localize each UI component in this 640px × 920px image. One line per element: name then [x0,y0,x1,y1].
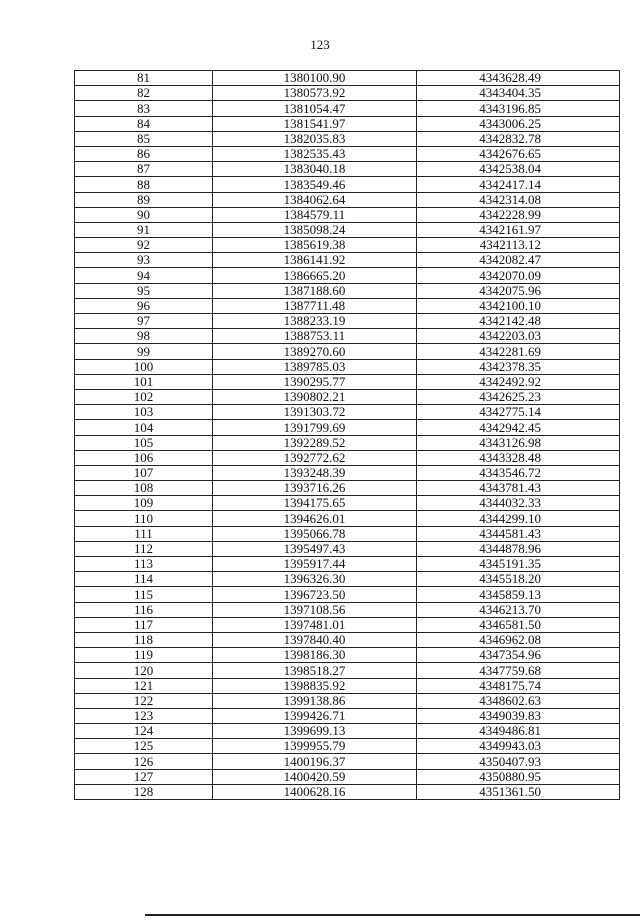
point-number-cell: 116 [75,602,213,617]
point-number-cell: 96 [75,298,213,313]
y-coordinate-cell: 4343126.98 [417,435,620,450]
x-coordinate-cell: 1384579.11 [213,207,417,222]
table-row [75,359,620,374]
x-coordinate-cell: 1381054.47 [213,101,417,116]
y-coordinate-cell: 4346213.70 [417,602,620,617]
table-row [75,632,620,647]
table-row [75,784,620,799]
y-coordinate-cell: 4348602.63 [417,693,620,708]
x-coordinate-cell: 1394626.01 [213,511,417,526]
page-bottom-rule [145,914,640,916]
x-coordinate-cell: 1385619.38 [213,238,417,253]
point-number-cell: 106 [75,450,213,465]
point-number-cell: 110 [75,511,213,526]
x-coordinate-cell: 1399699.13 [213,724,417,739]
table-row [75,298,620,313]
y-coordinate-cell: 4342625.23 [417,389,620,404]
y-coordinate-cell: 4342492.92 [417,374,620,389]
table-row [75,268,620,283]
x-coordinate-cell: 1392289.52 [213,435,417,450]
y-coordinate-cell: 4342228.99 [417,207,620,222]
x-coordinate-cell: 1391799.69 [213,420,417,435]
x-coordinate-cell: 1390802.21 [213,389,417,404]
point-number-cell: 122 [75,693,213,708]
point-number-cell: 107 [75,465,213,480]
table-row [75,465,620,480]
x-coordinate-cell: 1380100.90 [213,71,417,86]
y-coordinate-cell: 4343628.49 [417,71,620,86]
y-coordinate-cell: 4350880.95 [417,769,620,784]
point-number-cell: 88 [75,177,213,192]
point-number-cell: 90 [75,207,213,222]
y-coordinate-cell: 4343781.43 [417,481,620,496]
point-number-cell: 123 [75,708,213,723]
point-number-cell: 100 [75,359,213,374]
x-coordinate-cell: 1388753.11 [213,329,417,344]
point-number-cell: 104 [75,420,213,435]
y-coordinate-cell: 4342676.65 [417,146,620,161]
table-row [75,329,620,344]
point-number-cell: 108 [75,481,213,496]
x-coordinate-cell: 1398518.27 [213,663,417,678]
table-row [75,708,620,723]
table-row [75,374,620,389]
point-number-cell: 117 [75,617,213,632]
table-row [75,405,620,420]
table-row [75,435,620,450]
table-row [75,450,620,465]
x-coordinate-cell: 1399955.79 [213,739,417,754]
x-coordinate-cell: 1383549.46 [213,177,417,192]
x-coordinate-cell: 1384062.64 [213,192,417,207]
y-coordinate-cell: 4345859.13 [417,587,620,602]
point-number-cell: 126 [75,754,213,769]
table-row [75,71,620,86]
table-row [75,587,620,602]
y-coordinate-cell: 4342314.08 [417,192,620,207]
table-row [75,724,620,739]
point-number-cell: 87 [75,162,213,177]
table-row [75,602,620,617]
y-coordinate-cell: 4343328.48 [417,450,620,465]
y-coordinate-cell: 4342142.48 [417,314,620,329]
y-coordinate-cell: 4344299.10 [417,511,620,526]
point-number-cell: 111 [75,526,213,541]
table-row [75,101,620,116]
table-row [75,253,620,268]
x-coordinate-cell: 1391303.72 [213,405,417,420]
table-row [75,420,620,435]
x-coordinate-cell: 1382535.43 [213,146,417,161]
point-number-cell: 127 [75,769,213,784]
y-coordinate-cell: 4342075.96 [417,283,620,298]
coordinate-table-body [75,71,620,800]
table-row [75,678,620,693]
x-coordinate-cell: 1397108.56 [213,602,417,617]
table-row [75,146,620,161]
point-number-cell: 112 [75,541,213,556]
y-coordinate-cell: 4342417.14 [417,177,620,192]
table-row [75,238,620,253]
y-coordinate-cell: 4343546.72 [417,465,620,480]
table-row [75,344,620,359]
point-number-cell: 99 [75,344,213,359]
y-coordinate-cell: 4347354.96 [417,648,620,663]
y-coordinate-cell: 4343404.35 [417,86,620,101]
point-number-cell: 103 [75,405,213,420]
y-coordinate-cell: 4351361.50 [417,784,620,799]
y-coordinate-cell: 4342538.04 [417,162,620,177]
point-number-cell: 118 [75,632,213,647]
x-coordinate-cell: 1400628.16 [213,784,417,799]
point-number-cell: 113 [75,557,213,572]
point-number-cell: 81 [75,71,213,86]
x-coordinate-cell: 1396326.30 [213,572,417,587]
point-number-cell: 125 [75,739,213,754]
coordinate-table [74,70,620,800]
x-coordinate-cell: 1387711.48 [213,298,417,313]
y-coordinate-cell: 4345191.35 [417,557,620,572]
x-coordinate-cell: 1400196.37 [213,754,417,769]
x-coordinate-cell: 1386665.20 [213,268,417,283]
x-coordinate-cell: 1398186.30 [213,648,417,663]
table-row [75,481,620,496]
y-coordinate-cell: 4342281.69 [417,344,620,359]
table-row [75,526,620,541]
table-row [75,192,620,207]
x-coordinate-cell: 1399138.86 [213,693,417,708]
x-coordinate-cell: 1392772.62 [213,450,417,465]
x-coordinate-cell: 1398835.92 [213,678,417,693]
table-row [75,177,620,192]
x-coordinate-cell: 1396723.50 [213,587,417,602]
y-coordinate-cell: 4342942.45 [417,420,620,435]
table-row [75,754,620,769]
point-number-cell: 82 [75,86,213,101]
table-row [75,511,620,526]
point-number-cell: 94 [75,268,213,283]
y-coordinate-cell: 4349943.03 [417,739,620,754]
point-number-cell: 114 [75,572,213,587]
point-number-cell: 102 [75,389,213,404]
y-coordinate-cell: 4348175.74 [417,678,620,693]
x-coordinate-cell: 1395917.44 [213,557,417,572]
y-coordinate-cell: 4346962.08 [417,632,620,647]
point-number-cell: 109 [75,496,213,511]
table-row [75,617,620,632]
point-number-cell: 91 [75,222,213,237]
point-number-cell: 85 [75,131,213,146]
table-row [75,116,620,131]
table-row [75,541,620,556]
table-row [75,496,620,511]
table-row [75,557,620,572]
x-coordinate-cell: 1399426.71 [213,708,417,723]
table-row [75,769,620,784]
y-coordinate-cell: 4349486.81 [417,724,620,739]
x-coordinate-cell: 1394175.65 [213,496,417,511]
point-number-cell: 84 [75,116,213,131]
y-coordinate-cell: 4346581.50 [417,617,620,632]
table-row [75,389,620,404]
y-coordinate-cell: 4343196.85 [417,101,620,116]
table-row [75,663,620,678]
x-coordinate-cell: 1389785.03 [213,359,417,374]
point-number-cell: 124 [75,724,213,739]
y-coordinate-cell: 4350407.93 [417,754,620,769]
point-number-cell: 97 [75,314,213,329]
point-number-cell: 115 [75,587,213,602]
y-coordinate-cell: 4343006.25 [417,116,620,131]
y-coordinate-cell: 4344032.33 [417,496,620,511]
x-coordinate-cell: 1387188.60 [213,283,417,298]
table-row [75,739,620,754]
table-row [75,572,620,587]
x-coordinate-cell: 1397481.01 [213,617,417,632]
x-coordinate-cell: 1390295.77 [213,374,417,389]
y-coordinate-cell: 4345518.20 [417,572,620,587]
table-row [75,283,620,298]
page-number: 123 [310,37,330,52]
y-coordinate-cell: 4344581.43 [417,526,620,541]
y-coordinate-cell: 4342775.14 [417,405,620,420]
y-coordinate-cell: 4349039.83 [417,708,620,723]
y-coordinate-cell: 4342378.35 [417,359,620,374]
x-coordinate-cell: 1385098.24 [213,222,417,237]
point-number-cell: 93 [75,253,213,268]
x-coordinate-cell: 1393248.39 [213,465,417,480]
point-number-cell: 119 [75,648,213,663]
x-coordinate-cell: 1395497.43 [213,541,417,556]
x-coordinate-cell: 1386141.92 [213,253,417,268]
y-coordinate-cell: 4347759.68 [417,663,620,678]
table-row [75,162,620,177]
table-row [75,314,620,329]
table-row [75,693,620,708]
y-coordinate-cell: 4342070.09 [417,268,620,283]
table-row [75,222,620,237]
y-coordinate-cell: 4344878.96 [417,541,620,556]
y-coordinate-cell: 4342832.78 [417,131,620,146]
x-coordinate-cell: 1381541.97 [213,116,417,131]
x-coordinate-cell: 1383040.18 [213,162,417,177]
point-number-cell: 92 [75,238,213,253]
point-number-cell: 89 [75,192,213,207]
x-coordinate-cell: 1393716.26 [213,481,417,496]
table-row [75,207,620,222]
table-row [75,86,620,101]
point-number-cell: 98 [75,329,213,344]
y-coordinate-cell: 4342113.12 [417,238,620,253]
table-row [75,648,620,663]
x-coordinate-cell: 1382035.83 [213,131,417,146]
point-number-cell: 83 [75,101,213,116]
y-coordinate-cell: 4342082.47 [417,253,620,268]
table-row [75,131,620,146]
point-number-cell: 105 [75,435,213,450]
y-coordinate-cell: 4342100.10 [417,298,620,313]
x-coordinate-cell: 1380573.92 [213,86,417,101]
y-coordinate-cell: 4342161.97 [417,222,620,237]
x-coordinate-cell: 1397840.40 [213,632,417,647]
point-number-cell: 121 [75,678,213,693]
x-coordinate-cell: 1389270.60 [213,344,417,359]
x-coordinate-cell: 1400420.59 [213,769,417,784]
x-coordinate-cell: 1395066.78 [213,526,417,541]
point-number-cell: 128 [75,784,213,799]
point-number-cell: 95 [75,283,213,298]
point-number-cell: 120 [75,663,213,678]
point-number-cell: 86 [75,146,213,161]
x-coordinate-cell: 1388233.19 [213,314,417,329]
point-number-cell: 101 [75,374,213,389]
y-coordinate-cell: 4342203.03 [417,329,620,344]
